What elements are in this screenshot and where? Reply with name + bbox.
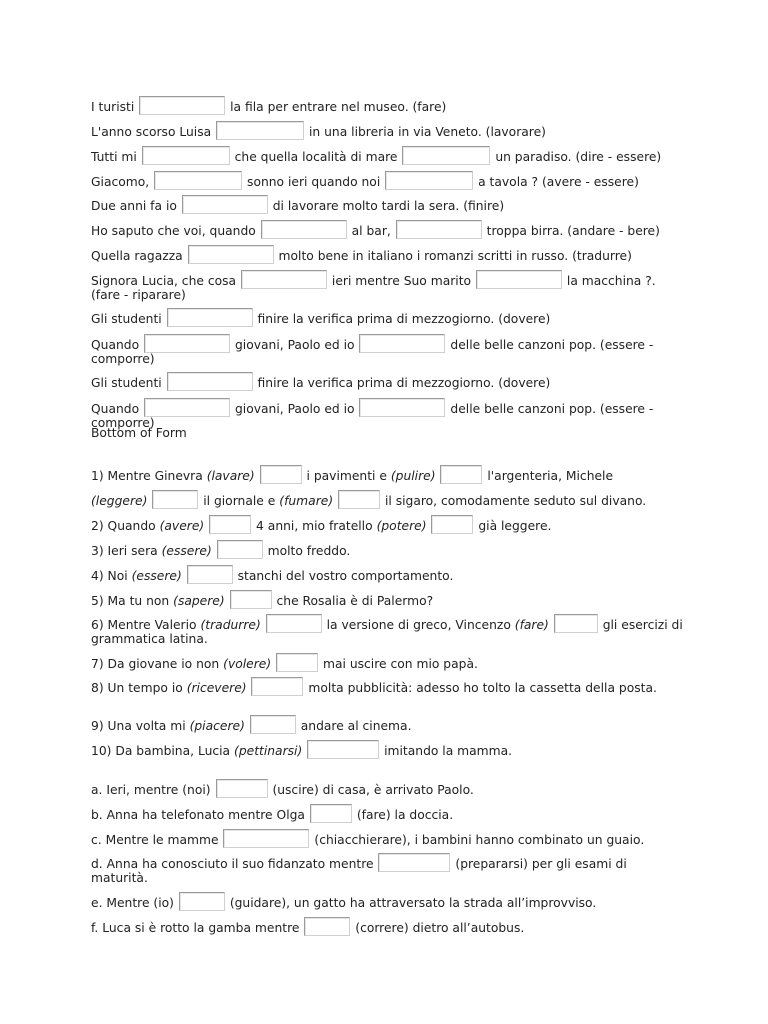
answer-input[interactable] — [260, 465, 302, 484]
answer-input[interactable] — [139, 96, 225, 115]
exercise-line: 5) Ma tu non (sapere) che Rosalia è di Palermo? — [91, 590, 683, 609]
answer-input[interactable] — [338, 490, 380, 509]
bottom-of-form-label: Bottom of Form — [91, 426, 187, 440]
answer-input[interactable] — [217, 540, 263, 559]
answer-input[interactable] — [378, 853, 450, 872]
answer-input[interactable] — [554, 614, 598, 633]
answer-input[interactable] — [187, 565, 233, 584]
answer-input[interactable] — [307, 740, 379, 759]
answer-input[interactable] — [216, 121, 304, 140]
answer-input[interactable] — [188, 245, 274, 264]
exercise-line: Giacomo, sonno ieri quando noi a tavola ? (avere - essere) — [91, 171, 683, 190]
answer-input[interactable] — [216, 779, 268, 798]
exercise-line: Ho saputo che voi, quando al bar, troppa birra. (andare - bere) — [91, 220, 683, 239]
answer-input[interactable] — [167, 308, 253, 327]
answer-input[interactable] — [223, 829, 309, 848]
answer-input[interactable] — [154, 171, 242, 190]
exercise-line: 6) Mentre Valerio (tradurre) la versione di greco, Vincenzo (fare) gli esercizi di grammatica latina. — [91, 614, 683, 645]
answer-input[interactable] — [230, 590, 272, 609]
exercise-line: Tutti mi che quella località di mare un paradiso. (dire - essere) — [91, 146, 683, 165]
answer-input[interactable] — [182, 195, 268, 214]
answer-input[interactable] — [359, 398, 445, 417]
answer-input[interactable] — [440, 465, 482, 484]
answer-input[interactable] — [142, 146, 230, 165]
answer-input[interactable] — [167, 372, 253, 391]
exercise-line: b. Anna ha telefonato mentre Olga (fare) la doccia. — [91, 804, 683, 823]
answer-input[interactable] — [209, 515, 251, 534]
answer-input[interactable] — [179, 892, 225, 911]
answer-input[interactable] — [431, 515, 473, 534]
exercise-line: Quella ragazza molto bene in italiano i romanzi scritti in russo. (tradurre) — [91, 245, 683, 264]
exercise-line: (leggere) il giornale e (fumare) il sigaro, comodamente seduto sul divano. — [91, 490, 683, 509]
answer-input[interactable] — [476, 270, 562, 289]
exercise-line: c. Mentre le mamme (chiacchierare), i bambini hanno combinato un guaio. — [91, 829, 683, 848]
answer-input[interactable] — [396, 220, 482, 239]
exercise-line: L'anno scorso Luisa in una libreria in via Veneto. (lavorare) — [91, 121, 683, 140]
exercise-line: 2) Quando (avere) 4 anni, mio fratello (potere) già leggere. — [91, 515, 683, 534]
answer-input[interactable] — [359, 334, 445, 353]
answer-input[interactable] — [144, 398, 230, 417]
exercise-line: Signora Lucia, che cosa ieri mentre Suo marito la macchina ?. (fare - riparare) — [91, 270, 683, 301]
exercise-line: 4) Noi (essere) stanchi del vostro comportamento. — [91, 565, 683, 584]
exercise-line: a. Ieri, mentre (noi) (uscire) di casa, è arrivato Paolo. — [91, 779, 683, 798]
answer-input[interactable] — [266, 614, 322, 633]
exercise-line: Gli studenti finire la verifica prima di mezzogiorno. (dovere) — [91, 372, 683, 391]
answer-input[interactable] — [304, 917, 350, 936]
answer-input[interactable] — [251, 677, 303, 696]
exercise-line: I turisti la fila per entrare nel museo. (fare) — [91, 96, 683, 115]
exercise-line: d. Anna ha conosciuto il suo fidanzato mentre (prepararsi) per gli esami di maturità. — [91, 853, 683, 884]
exercise-line: 7) Da giovane io non (volere) mai uscire con mio papà. — [91, 653, 683, 672]
exercise-line: 10) Da bambina, Lucia (pettinarsi) imitando la mamma. — [91, 740, 683, 759]
exercise-line: Gli studenti finire la verifica prima di mezzogiorno. (dovere) — [91, 308, 683, 327]
answer-input[interactable] — [310, 804, 352, 823]
answer-input[interactable] — [402, 146, 490, 165]
exercise-line: f. Luca si è rotto la gamba mentre (correre) dietro all’autobus. — [91, 917, 683, 936]
exercise-line: Quando giovani, Paolo ed io delle belle canzoni pop. (essere - comporre) — [91, 398, 683, 429]
exercise-line: Quando giovani, Paolo ed io delle belle canzoni pop. (essere - comporre) — [91, 334, 683, 365]
exercise-line: 9) Una volta mi (piacere) andare al cinema. — [91, 715, 683, 734]
exercise-line: 1) Mentre Ginevra (lavare) i pavimenti e (pulire) l'argenteria, Michele — [91, 465, 683, 484]
answer-input[interactable] — [152, 490, 198, 509]
answer-input[interactable] — [241, 270, 327, 289]
answer-input[interactable] — [385, 171, 473, 190]
answer-input[interactable] — [261, 220, 347, 239]
exercise-line: e. Mentre (io) (guidare), un gatto ha attraversato la strada all’improvviso. — [91, 892, 683, 911]
exercise-line: 8) Un tempo io (ricevere) molta pubblicità: adesso ho tolto la cassetta della posta. — [91, 677, 683, 696]
answer-input[interactable] — [250, 715, 296, 734]
answer-input[interactable] — [144, 334, 230, 353]
exercise-line: Due anni fa io di lavorare molto tardi la sera. (finire) — [91, 195, 683, 214]
answer-input[interactable] — [276, 653, 318, 672]
exercise-line: 3) Ieri sera (essere) molto freddo. — [91, 540, 683, 559]
